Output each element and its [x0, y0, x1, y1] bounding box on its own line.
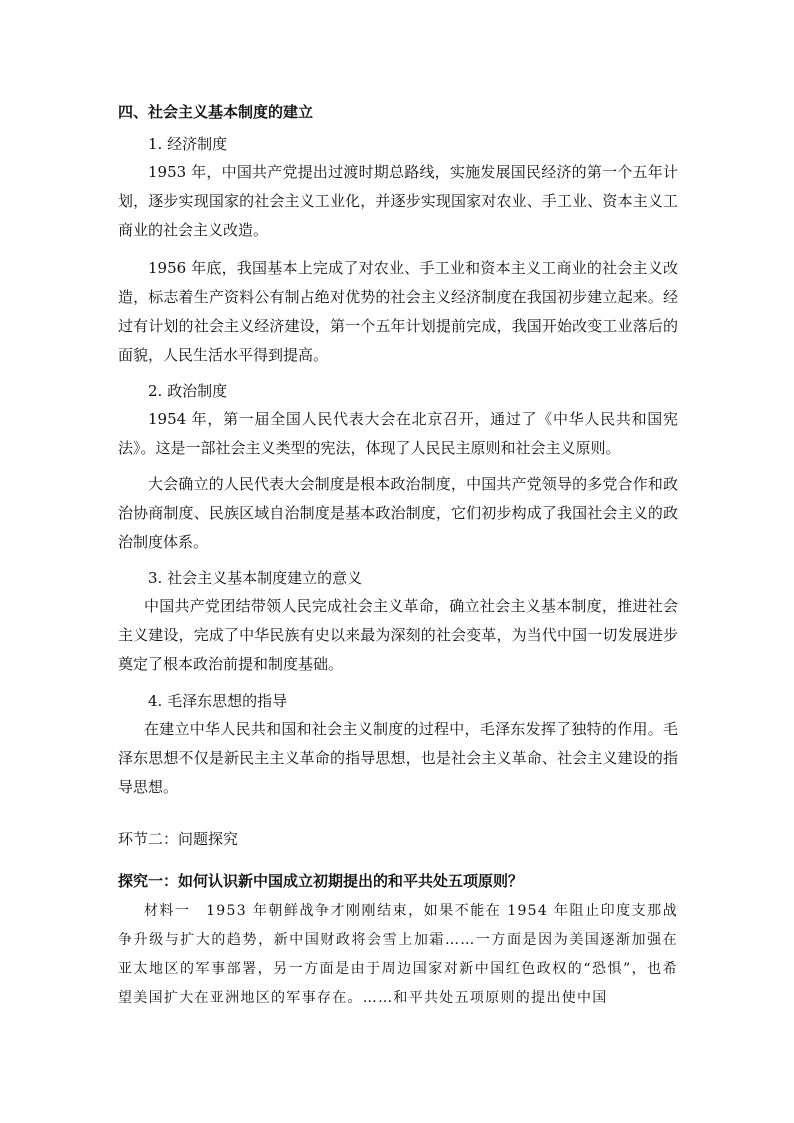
subheading-political-system: 2. 政治制度 [148, 382, 228, 400]
subheading-economic-system: 1. 经济制度 [148, 135, 228, 153]
paragraph: 中国共产党团结带领人民完成社会主义革命，确立社会主义基本制度，推进社会主义建设，完成了中华民族有史以来最为深刻的社会变革，为当代中国一切发展进步奠定了根本政治前提和制度基础。 [118, 597, 678, 673]
material-one-text: 材料一 1953 年朝鲜战争才刚刚结束，如果不能在 1954 年阻止印度支那战争升级与扩大的趋势，新中国财政将会雪上加霜……一方面是因为美国逐渐加强在亚太地区的军事部署，另一方面是由于周边国家对新中国红色政权的“恐惧”，也希望美国扩大在亚洲地区的军事存在。……和平共处五项原则的提出使中国 [118, 903, 678, 1006]
paragraph: 1954 年，第一届全国人民代表大会在北京召开，通过了《中华人民共和国宪法》。这是一部社会主义类型的宪法，体现了人民民主原则和社会主义原则。 [118, 410, 678, 457]
paragraph: 在建立中华人民共和国和社会主义制度的过程中，毛泽东发挥了独特的作用。毛泽东思想不仅是新民主主义革命的指导思想，也是社会主义革命、社会主义建设的指导思想。 [118, 720, 678, 796]
subheading-mao-thought: 4. 毛泽东思想的指导 [148, 692, 288, 710]
explore-one-heading: 探究一：如何认识新中国成立初期提出的和平共处五项原则？ [118, 872, 524, 890]
paragraph: 1953 年，中国共产党提出过渡时期总路线，实施发展国民经济的第一个五年计划，逐步实现国家的社会主义工业化，并逐步实现国家对农业、手工业、资本主义工商业的社会主义改造。 [118, 163, 678, 239]
subheading-significance: 3. 社会主义基本制度建立的意义 [148, 569, 363, 587]
section-title: 四、社会主义基本制度的建立 [118, 103, 314, 121]
paragraph: 1956 年底，我国基本上完成了对农业、手工业和资本主义工商业的社会主义改造，标志着生产资料公有制占绝对优势的社会主义经济制度在我国初步建立起来。经过有计划的社会主义经济建设，第一个五年计划提前完成，我国开始改变工业落后的面貌，人民生活水平得到提高。 [118, 259, 678, 364]
link-two-heading: 环节二：问题探究 [118, 830, 239, 848]
paragraph: 大会确立的人民代表大会制度是根本政治制度，中国共产党领导的多党合作和政治协商制度、民族区域自治制度是基本政治制度，它们初步构成了我国社会主义的政治制度体系。 [118, 475, 678, 551]
